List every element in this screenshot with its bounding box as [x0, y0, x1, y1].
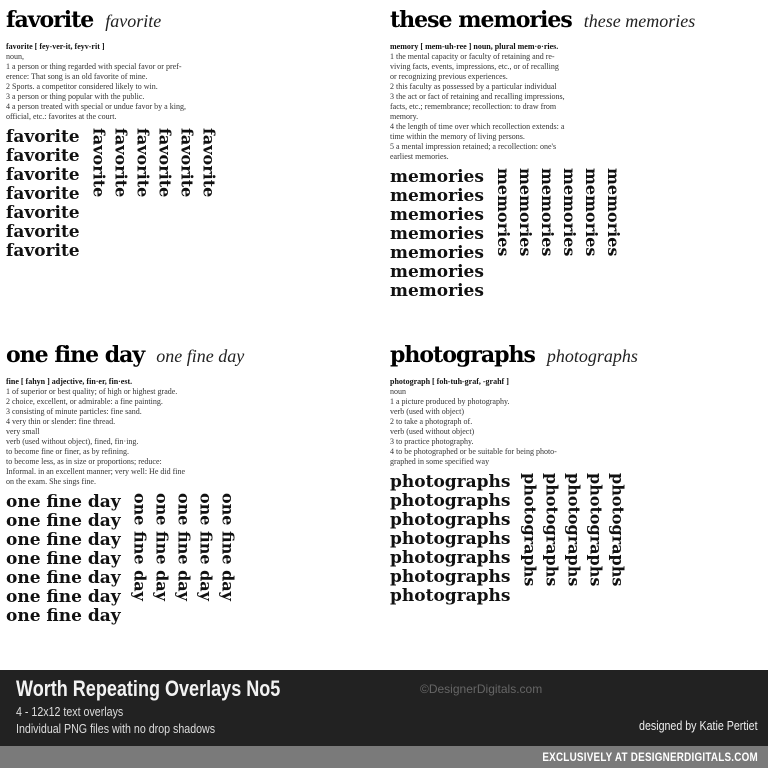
definition-line: noun, [6, 52, 24, 61]
definition-line: time within the memory of living persons. [390, 132, 525, 141]
blackletter-title: favorite [6, 7, 94, 33]
repeated-word: memories [390, 205, 484, 225]
definition-line: 4 to be photographed or be suitable for being photo- [390, 447, 557, 456]
vertical-word: memories [581, 168, 601, 257]
blackletter-title: photographs [390, 342, 535, 368]
vertical-word: memories [603, 168, 623, 257]
definition-line: 2 choice, excellent, or admirable: a fine painting. [6, 397, 163, 406]
repeated-word: photographs [390, 529, 511, 549]
product-subtitle: 4 - 12x12 text overlays [16, 704, 124, 719]
definition-line: verb (used without object) [390, 427, 475, 436]
repeated-word: photographs [390, 567, 511, 587]
definition-line: official, etc.: favorites at the court. [6, 112, 117, 121]
definition-line: 2 this faculty as possessed by a particular individual [390, 82, 557, 91]
definition-line: on the exam. She sings fine. [6, 477, 96, 486]
italic-subtitle: favorite [105, 11, 162, 31]
vertical-word: photographs [520, 473, 540, 587]
product-title: Worth Repeating Overlays No5 [16, 676, 281, 701]
repeated-word: one fine day [6, 587, 121, 607]
definition-line: 1 a picture produced by photography. [390, 397, 510, 406]
definition-entry: fine [ fahyn ] adjective, fin·er, fin·est. [6, 377, 133, 386]
definition-line: 4 a person treated with special or undue favor by a king, [6, 102, 186, 111]
repeated-word: photographs [390, 472, 511, 492]
blackletter-title: these memories [390, 7, 572, 33]
store-strip [0, 746, 768, 768]
repeated-word: favorite [6, 222, 80, 242]
definition-line: to become less, as in size or proportions; reduce: [6, 457, 162, 466]
repeated-word: one fine day [6, 492, 121, 512]
definition-block [6, 377, 378, 487]
repeated-word: one fine day [6, 549, 121, 569]
vertical-word: memories [537, 168, 557, 257]
word-pattern [6, 493, 378, 643]
definition-entry: photograph [ foh-tuh-graf, -grahf ] [390, 377, 509, 386]
definition-line: very small [6, 427, 40, 436]
repeated-word-stack [390, 473, 510, 606]
definition-line: 3 to practice photography. [390, 437, 474, 446]
definition-line: to become fine or finer, as by refining. [6, 447, 129, 456]
vertical-word: photographs [586, 473, 606, 587]
vertical-word: memories [493, 168, 513, 257]
word-pattern [390, 168, 762, 318]
repeated-word-stack [6, 128, 80, 261]
repeated-word: favorite [6, 241, 80, 261]
vertical-word: photographs [608, 473, 628, 587]
overlay-preview-favorite [0, 0, 384, 332]
title-row [390, 6, 762, 36]
definition-line: or recognizing previous experiences. [390, 72, 508, 81]
vertical-word: one fine day [152, 493, 172, 601]
italic-subtitle: photographs [546, 346, 638, 366]
store-link[interactable]: EXCLUSIVELY AT DESIGNERDIGITALS.COM [542, 750, 758, 764]
definition-line: earliest memories. [390, 152, 449, 161]
vertical-word: favorite [89, 128, 109, 198]
title-row [6, 341, 378, 371]
repeated-word: favorite [6, 165, 80, 185]
repeated-word: one fine day [6, 606, 121, 626]
vertical-word: favorite [111, 128, 131, 198]
definition-line: viving facts, events, impressions, etc., or of recalling [390, 62, 559, 71]
vertical-word: favorite [199, 128, 219, 198]
repeated-word: memories [390, 224, 484, 244]
vertical-word-group [494, 168, 623, 318]
vertical-word: photographs [542, 473, 562, 587]
definition-entry: memory [ mem-uh-ree ] noun, plural mem·o·ries. [390, 42, 559, 51]
definition-line: 4 the length of time over which recollection extends: a [390, 122, 565, 131]
vertical-word: one fine day [218, 493, 238, 601]
repeated-word: favorite [6, 184, 80, 204]
vertical-word: one fine day [174, 493, 194, 601]
definition-line: 3 the act or fact of retaining and recalling impressions, [390, 92, 565, 101]
definition-line: 2 to take a photograph of. [390, 417, 473, 426]
definition-line: 1 the mental capacity or faculty of retaining and re- [390, 52, 555, 61]
definition-block [6, 42, 378, 122]
definition-line: 3 consisting of minute particles: fine sand. [6, 407, 142, 416]
watermark: ©DesignerDigitals.com [420, 682, 543, 696]
repeated-word: favorite [6, 127, 80, 147]
definition-line: 4 very thin or slender: fine thread. [6, 417, 116, 426]
repeated-word: favorite [6, 146, 80, 166]
title-row [390, 341, 762, 371]
italic-subtitle: one fine day [156, 346, 245, 366]
overlay-preview-one-fine-day [0, 335, 384, 667]
definition-line: 2 Sports. a competitor considered likely to win. [6, 82, 158, 91]
vertical-word: one fine day [196, 493, 216, 601]
definition-line: 1 of superior or best quality; of high or highest grade. [6, 387, 178, 396]
definition-line: facts, etc.; remembrance; recollection: to draw from [390, 102, 557, 111]
word-pattern [390, 473, 762, 623]
overlay-preview-photographs [384, 335, 768, 667]
repeated-word-stack [390, 168, 484, 301]
definition-block [390, 42, 762, 162]
vertical-word: memories [515, 168, 535, 257]
definition-line: Informal. in an excellent manner; very well: He did fine [6, 467, 186, 476]
vertical-word: favorite [177, 128, 197, 198]
repeated-word: photographs [390, 510, 511, 530]
vertical-word: favorite [155, 128, 175, 198]
product-banner [0, 670, 768, 746]
definition-line: 3 a person or thing popular with the public. [6, 92, 145, 101]
repeated-word: photographs [390, 586, 511, 606]
vertical-word: memories [559, 168, 579, 257]
repeated-word: memories [390, 186, 484, 206]
definition-entry: favorite [ fey-ver-it, feyv-rit ] [6, 42, 105, 51]
repeated-word: memories [390, 262, 484, 282]
definition-block [390, 377, 762, 467]
repeated-word: one fine day [6, 511, 121, 531]
repeated-word: photographs [390, 491, 511, 511]
designer-credit: designed by Katie Pertiet [639, 718, 758, 733]
overlay-preview-these-memories [384, 0, 768, 332]
repeated-word: memories [390, 281, 484, 301]
definition-line: 5 a mental impression retained; a recollection: one's [390, 142, 557, 151]
vertical-word-group [131, 493, 238, 643]
vertical-word: favorite [133, 128, 153, 198]
product-description: Individual PNG files with no drop shadows [16, 721, 216, 736]
blackletter-title: one fine day [6, 342, 145, 368]
repeated-word: memories [390, 167, 484, 187]
repeated-word: photographs [390, 548, 511, 568]
definition-line: verb (used with object) [390, 407, 464, 416]
repeated-word: favorite [6, 203, 80, 223]
repeated-word: one fine day [6, 568, 121, 588]
definition-line: erence: That song is an old favorite of mine. [6, 72, 148, 81]
repeated-word: memories [390, 243, 484, 263]
italic-subtitle: these memories [583, 11, 696, 31]
vertical-word: one fine day [130, 493, 150, 601]
definition-line: verb (used without object), fined, fin·ing. [6, 437, 139, 446]
vertical-word-group [90, 128, 219, 278]
word-pattern [6, 128, 378, 278]
vertical-word-group [520, 473, 627, 623]
definition-line: noun [390, 387, 406, 396]
title-row [6, 6, 378, 36]
repeated-word-stack [6, 493, 121, 626]
definition-line: graphed in some specified way [390, 457, 490, 466]
definition-line: 1 a person or thing regarded with special favor or pref- [6, 62, 182, 71]
repeated-word: one fine day [6, 530, 121, 550]
vertical-word: photographs [564, 473, 584, 587]
definition-line: memory. [390, 112, 419, 121]
